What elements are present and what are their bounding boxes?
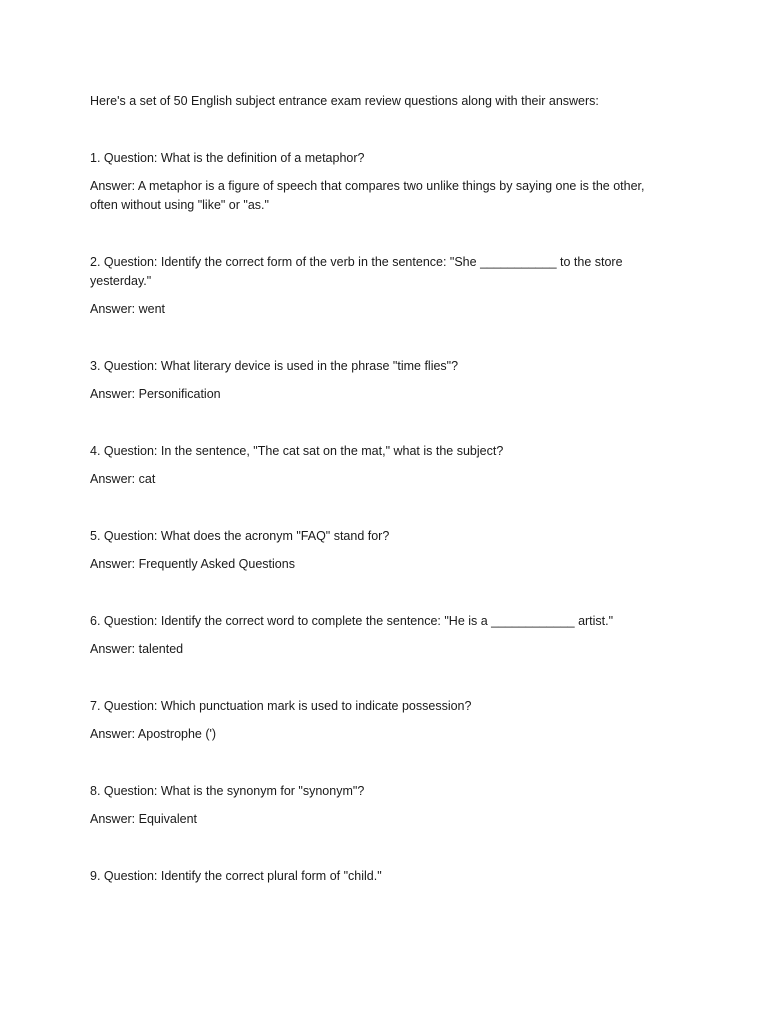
answer-text: Answer: Personification — [90, 387, 221, 401]
qa-item-3 — [90, 357, 658, 404]
question-text: 3. Question: What literary device is used in the phrase "time flies"? — [90, 359, 459, 373]
question-text: 5. Question: What does the acronym "FAQ" stand for? — [90, 529, 390, 543]
question-text: 9. Question: Identify the correct plural form of "child." — [90, 869, 382, 883]
question-text: 2. Question: Identify the correct form of the verb in the sentence: "She ___________ to the store yesterday." — [90, 255, 623, 288]
question-text: 6. Question: Identify the correct word to complete the sentence: "He is a ____________ artist." — [90, 614, 614, 628]
answer-text: Answer: Apostrophe (') — [90, 727, 217, 741]
question-text: 1. Question: What is the definition of a metaphor? — [90, 151, 365, 165]
answer-text: Answer: talented — [90, 642, 184, 656]
qa-item-5 — [90, 527, 658, 574]
answer-text: Answer: A metaphor is a figure of speech that compares two unlike things by saying one is the other, often without using "like" or "as." — [90, 179, 645, 212]
qa-item-7 — [90, 697, 658, 744]
qa-item-1 — [90, 149, 658, 215]
qa-item-4 — [90, 442, 658, 489]
qa-item-6 — [90, 612, 658, 659]
question-text: 8. Question: What is the synonym for "synonym"? — [90, 784, 365, 798]
qa-item-2 — [90, 253, 658, 319]
answer-text: Answer: Frequently Asked Questions — [90, 557, 295, 571]
intro-text: Here's a set of 50 English subject entrance exam review questions along with their answers: — [90, 94, 599, 108]
question-text: 4. Question: In the sentence, "The cat sat on the mat," what is the subject? — [90, 444, 504, 458]
question-text: 7. Question: Which punctuation mark is used to indicate possession? — [90, 699, 472, 713]
qa-item-9 — [90, 867, 658, 886]
answer-text: Answer: Equivalent — [90, 812, 198, 826]
answer-text: Answer: cat — [90, 472, 156, 486]
qa-item-8 — [90, 782, 658, 829]
answer-text: Answer: went — [90, 302, 166, 316]
